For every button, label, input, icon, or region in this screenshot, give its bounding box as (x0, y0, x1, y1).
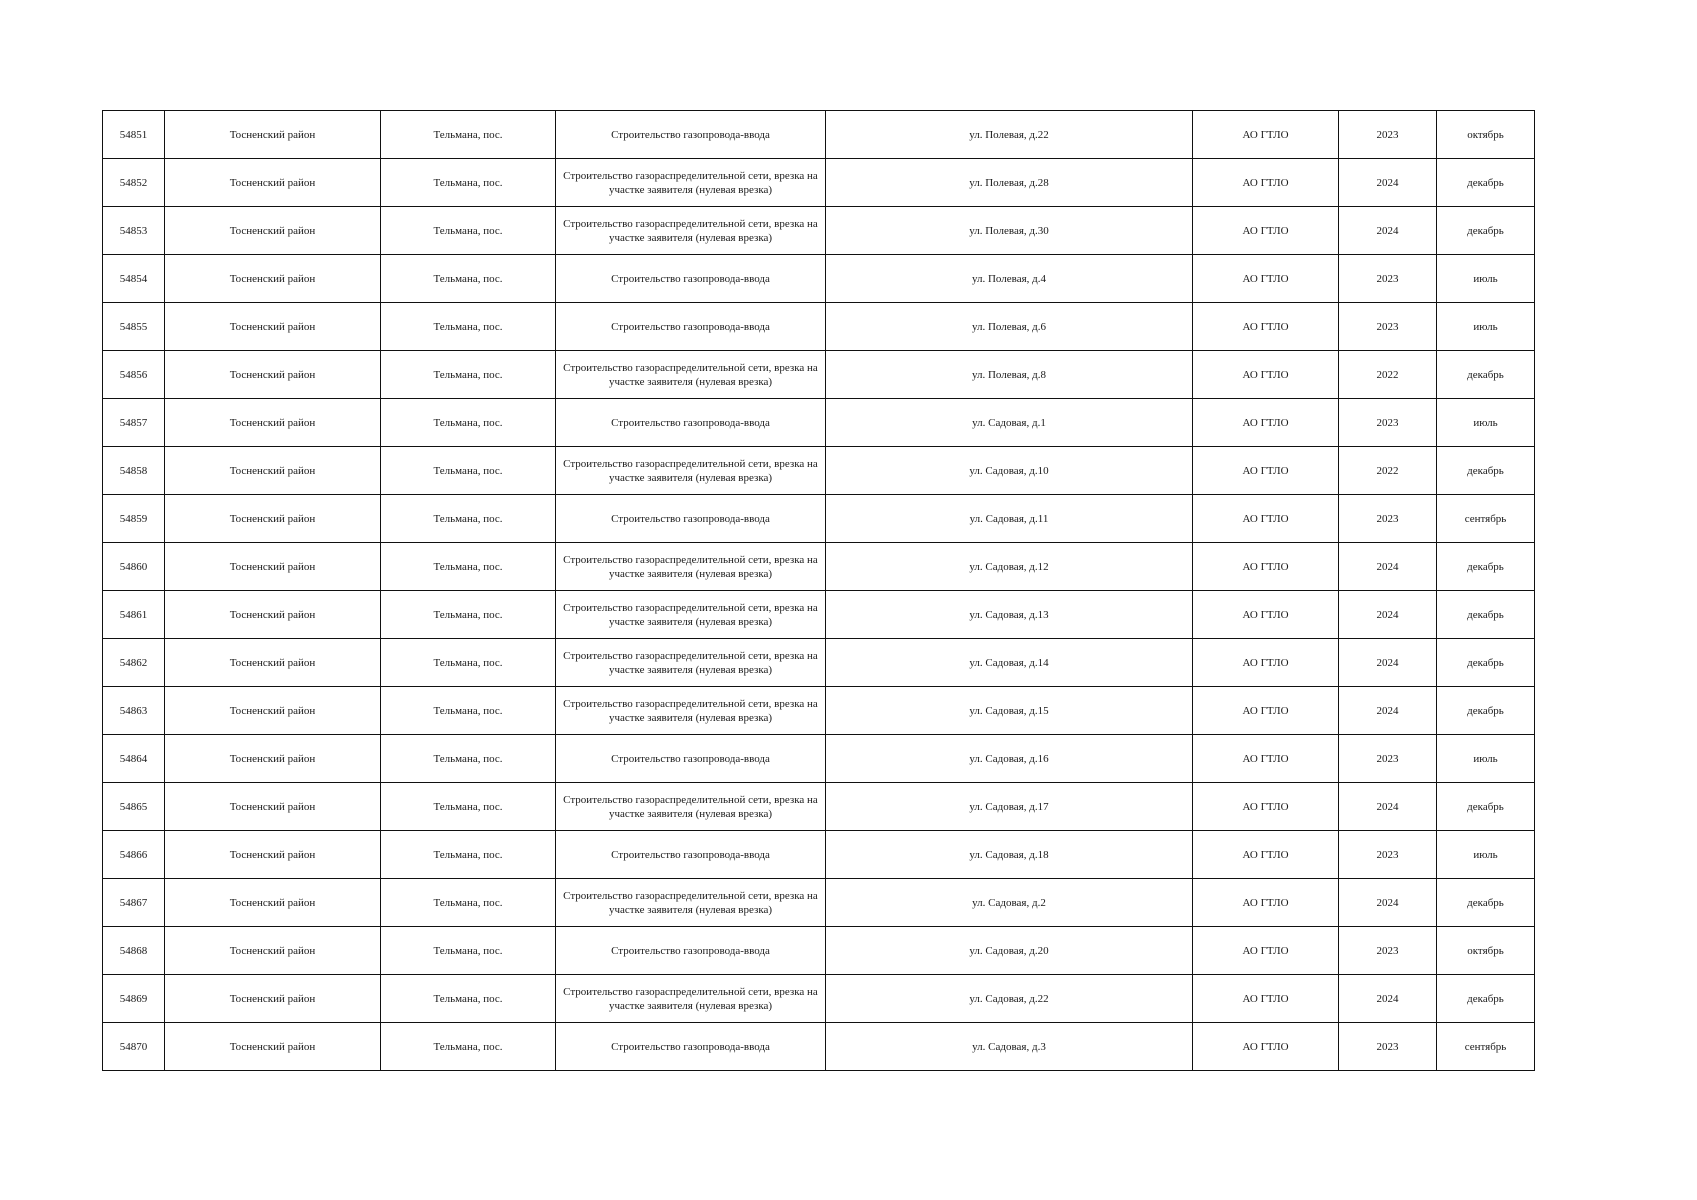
row-id-cell: 54859 (103, 495, 165, 543)
organization-cell: АО ГТЛО (1193, 783, 1339, 831)
organization-cell: АО ГТЛО (1193, 207, 1339, 255)
address-cell: ул. Садовая, д.16 (826, 735, 1193, 783)
month-cell: декабрь (1437, 159, 1535, 207)
year-cell: 2022 (1339, 447, 1437, 495)
row-id-cell: 54852 (103, 159, 165, 207)
organization-cell: АО ГТЛО (1193, 1023, 1339, 1071)
address-cell: ул. Садовая, д.13 (826, 591, 1193, 639)
address-cell: ул. Садовая, д.1 (826, 399, 1193, 447)
year-cell: 2024 (1339, 543, 1437, 591)
organization-cell: АО ГТЛО (1193, 687, 1339, 735)
table-row (103, 735, 1535, 783)
district-cell: Тосненский район (165, 543, 381, 591)
settlement-cell: Тельмана, пос. (381, 735, 556, 783)
month-cell: июль (1437, 303, 1535, 351)
table-row (103, 1023, 1535, 1071)
month-cell: декабрь (1437, 447, 1535, 495)
settlement-cell: Тельмана, пос. (381, 1023, 556, 1071)
month-cell: декабрь (1437, 639, 1535, 687)
address-cell: ул. Полевая, д.4 (826, 255, 1193, 303)
table-row (103, 543, 1535, 591)
year-cell: 2024 (1339, 639, 1437, 687)
district-cell: Тосненский район (165, 111, 381, 159)
row-id-cell: 54851 (103, 111, 165, 159)
work-type-cell: Строительство газораспределительной сети, врезка на участке заявителя (нулевая врезка) (556, 591, 826, 639)
work-type-cell: Строительство газопровода-ввода (556, 735, 826, 783)
work-type-cell: Строительство газопровода-ввода (556, 255, 826, 303)
address-cell: ул. Полевая, д.28 (826, 159, 1193, 207)
organization-cell: АО ГТЛО (1193, 591, 1339, 639)
work-type-cell: Строительство газораспределительной сети, врезка на участке заявителя (нулевая врезка) (556, 879, 826, 927)
organization-cell: АО ГТЛО (1193, 639, 1339, 687)
year-cell: 2023 (1339, 495, 1437, 543)
organization-cell: АО ГТЛО (1193, 303, 1339, 351)
settlement-cell: Тельмана, пос. (381, 687, 556, 735)
month-cell: декабрь (1437, 879, 1535, 927)
month-cell: декабрь (1437, 687, 1535, 735)
organization-cell: АО ГТЛО (1193, 735, 1339, 783)
district-cell: Тосненский район (165, 831, 381, 879)
year-cell: 2024 (1339, 159, 1437, 207)
address-cell: ул. Садовая, д.22 (826, 975, 1193, 1023)
row-id-cell: 54865 (103, 783, 165, 831)
month-cell: октябрь (1437, 927, 1535, 975)
settlement-cell: Тельмана, пос. (381, 831, 556, 879)
row-id-cell: 54860 (103, 543, 165, 591)
table-row (103, 975, 1535, 1023)
year-cell: 2024 (1339, 783, 1437, 831)
organization-cell: АО ГТЛО (1193, 543, 1339, 591)
district-cell: Тосненский район (165, 495, 381, 543)
address-cell: ул. Садовая, д.11 (826, 495, 1193, 543)
organization-cell: АО ГТЛО (1193, 831, 1339, 879)
address-cell: ул. Садовая, д.20 (826, 927, 1193, 975)
table-row (103, 159, 1535, 207)
address-cell: ул. Полевая, д.30 (826, 207, 1193, 255)
address-cell: ул. Садовая, д.2 (826, 879, 1193, 927)
settlement-cell: Тельмана, пос. (381, 303, 556, 351)
year-cell: 2024 (1339, 687, 1437, 735)
district-cell: Тосненский район (165, 399, 381, 447)
month-cell: декабрь (1437, 207, 1535, 255)
address-cell: ул. Полевая, д.8 (826, 351, 1193, 399)
table-row (103, 447, 1535, 495)
year-cell: 2024 (1339, 591, 1437, 639)
table-row (103, 399, 1535, 447)
address-cell: ул. Садовая, д.12 (826, 543, 1193, 591)
month-cell: декабрь (1437, 351, 1535, 399)
district-cell: Тосненский район (165, 207, 381, 255)
row-id-cell: 54869 (103, 975, 165, 1023)
district-cell: Тосненский район (165, 351, 381, 399)
month-cell: декабрь (1437, 783, 1535, 831)
settlement-cell: Тельмана, пос. (381, 207, 556, 255)
organization-cell: АО ГТЛО (1193, 111, 1339, 159)
work-type-cell: Строительство газораспределительной сети, врезка на участке заявителя (нулевая врезка) (556, 975, 826, 1023)
year-cell: 2024 (1339, 975, 1437, 1023)
district-cell: Тосненский район (165, 303, 381, 351)
work-type-cell: Строительство газораспределительной сети, врезка на участке заявителя (нулевая врезка) (556, 639, 826, 687)
table-body (103, 111, 1535, 1071)
year-cell: 2024 (1339, 207, 1437, 255)
address-cell: ул. Садовая, д.17 (826, 783, 1193, 831)
table-row (103, 591, 1535, 639)
district-cell: Тосненский район (165, 783, 381, 831)
table-row (103, 783, 1535, 831)
row-id-cell: 54868 (103, 927, 165, 975)
row-id-cell: 54864 (103, 735, 165, 783)
organization-cell: АО ГТЛО (1193, 159, 1339, 207)
table-row (103, 303, 1535, 351)
organization-cell: АО ГТЛО (1193, 975, 1339, 1023)
year-cell: 2023 (1339, 255, 1437, 303)
row-id-cell: 54855 (103, 303, 165, 351)
work-type-cell: Строительство газораспределительной сети, врезка на участке заявителя (нулевая врезка) (556, 783, 826, 831)
table-row (103, 495, 1535, 543)
district-cell: Тосненский район (165, 879, 381, 927)
work-type-cell: Строительство газораспределительной сети, врезка на участке заявителя (нулевая врезка) (556, 543, 826, 591)
year-cell: 2023 (1339, 303, 1437, 351)
row-id-cell: 54854 (103, 255, 165, 303)
month-cell: июль (1437, 255, 1535, 303)
district-cell: Тосненский район (165, 639, 381, 687)
month-cell: декабрь (1437, 975, 1535, 1023)
address-cell: ул. Садовая, д.10 (826, 447, 1193, 495)
year-cell: 2022 (1339, 351, 1437, 399)
month-cell: октябрь (1437, 111, 1535, 159)
work-type-cell: Строительство газопровода-ввода (556, 831, 826, 879)
work-type-cell: Строительство газопровода-ввода (556, 927, 826, 975)
address-cell: ул. Садовая, д.15 (826, 687, 1193, 735)
year-cell: 2023 (1339, 399, 1437, 447)
year-cell: 2023 (1339, 1023, 1437, 1071)
table-row (103, 687, 1535, 735)
year-cell: 2023 (1339, 927, 1437, 975)
settlement-cell: Тельмана, пос. (381, 447, 556, 495)
settlement-cell: Тельмана, пос. (381, 783, 556, 831)
settlement-cell: Тельмана, пос. (381, 975, 556, 1023)
address-cell: ул. Садовая, д.3 (826, 1023, 1193, 1071)
organization-cell: АО ГТЛО (1193, 447, 1339, 495)
address-cell: ул. Полевая, д.22 (826, 111, 1193, 159)
work-type-cell: Строительство газопровода-ввода (556, 399, 826, 447)
address-cell: ул. Садовая, д.14 (826, 639, 1193, 687)
district-cell: Тосненский район (165, 255, 381, 303)
settlement-cell: Тельмана, пос. (381, 879, 556, 927)
district-cell: Тосненский район (165, 735, 381, 783)
row-id-cell: 54870 (103, 1023, 165, 1071)
year-cell: 2024 (1339, 879, 1437, 927)
row-id-cell: 54857 (103, 399, 165, 447)
work-type-cell: Строительство газораспределительной сети, врезка на участке заявителя (нулевая врезка) (556, 687, 826, 735)
organization-cell: АО ГТЛО (1193, 927, 1339, 975)
table-row (103, 111, 1535, 159)
settlement-cell: Тельмана, пос. (381, 159, 556, 207)
organization-cell: АО ГТЛО (1193, 255, 1339, 303)
settlement-cell: Тельмана, пос. (381, 399, 556, 447)
work-type-cell: Строительство газораспределительной сети, врезка на участке заявителя (нулевая врезка) (556, 447, 826, 495)
row-id-cell: 54867 (103, 879, 165, 927)
row-id-cell: 54856 (103, 351, 165, 399)
month-cell: декабрь (1437, 543, 1535, 591)
year-cell: 2023 (1339, 831, 1437, 879)
district-cell: Тосненский район (165, 687, 381, 735)
month-cell: июль (1437, 831, 1535, 879)
work-type-cell: Строительство газораспределительной сети, врезка на участке заявителя (нулевая врезка) (556, 207, 826, 255)
row-id-cell: 54862 (103, 639, 165, 687)
month-cell: сентябрь (1437, 495, 1535, 543)
address-cell: ул. Садовая, д.18 (826, 831, 1193, 879)
settlement-cell: Тельмана, пос. (381, 543, 556, 591)
work-type-cell: Строительство газораспределительной сети, врезка на участке заявителя (нулевая врезка) (556, 159, 826, 207)
organization-cell: АО ГТЛО (1193, 351, 1339, 399)
table-row (103, 831, 1535, 879)
district-cell: Тосненский район (165, 1023, 381, 1071)
table-row (103, 879, 1535, 927)
district-cell: Тосненский район (165, 927, 381, 975)
organization-cell: АО ГТЛО (1193, 879, 1339, 927)
table-row (103, 351, 1535, 399)
month-cell: сентябрь (1437, 1023, 1535, 1071)
year-cell: 2023 (1339, 111, 1437, 159)
month-cell: июль (1437, 735, 1535, 783)
district-cell: Тосненский район (165, 159, 381, 207)
table-row (103, 255, 1535, 303)
organization-cell: АО ГТЛО (1193, 399, 1339, 447)
row-id-cell: 54858 (103, 447, 165, 495)
district-cell: Тосненский район (165, 447, 381, 495)
settlement-cell: Тельмана, пос. (381, 927, 556, 975)
table-row (103, 639, 1535, 687)
row-id-cell: 54863 (103, 687, 165, 735)
district-cell: Тосненский район (165, 975, 381, 1023)
table-row (103, 207, 1535, 255)
settlement-cell: Тельмана, пос. (381, 255, 556, 303)
year-cell: 2023 (1339, 735, 1437, 783)
work-type-cell: Строительство газораспределительной сети, врезка на участке заявителя (нулевая врезка) (556, 351, 826, 399)
row-id-cell: 54853 (103, 207, 165, 255)
settlement-cell: Тельмана, пос. (381, 351, 556, 399)
gasification-schedule-table (102, 110, 1535, 1071)
work-type-cell: Строительство газопровода-ввода (556, 111, 826, 159)
address-cell: ул. Полевая, д.6 (826, 303, 1193, 351)
settlement-cell: Тельмана, пос. (381, 591, 556, 639)
row-id-cell: 54866 (103, 831, 165, 879)
row-id-cell: 54861 (103, 591, 165, 639)
settlement-cell: Тельмана, пос. (381, 639, 556, 687)
work-type-cell: Строительство газопровода-ввода (556, 1023, 826, 1071)
table-row (103, 927, 1535, 975)
settlement-cell: Тельмана, пос. (381, 495, 556, 543)
organization-cell: АО ГТЛО (1193, 495, 1339, 543)
work-type-cell: Строительство газопровода-ввода (556, 303, 826, 351)
month-cell: декабрь (1437, 591, 1535, 639)
district-cell: Тосненский район (165, 591, 381, 639)
settlement-cell: Тельмана, пос. (381, 111, 556, 159)
month-cell: июль (1437, 399, 1535, 447)
work-type-cell: Строительство газопровода-ввода (556, 495, 826, 543)
